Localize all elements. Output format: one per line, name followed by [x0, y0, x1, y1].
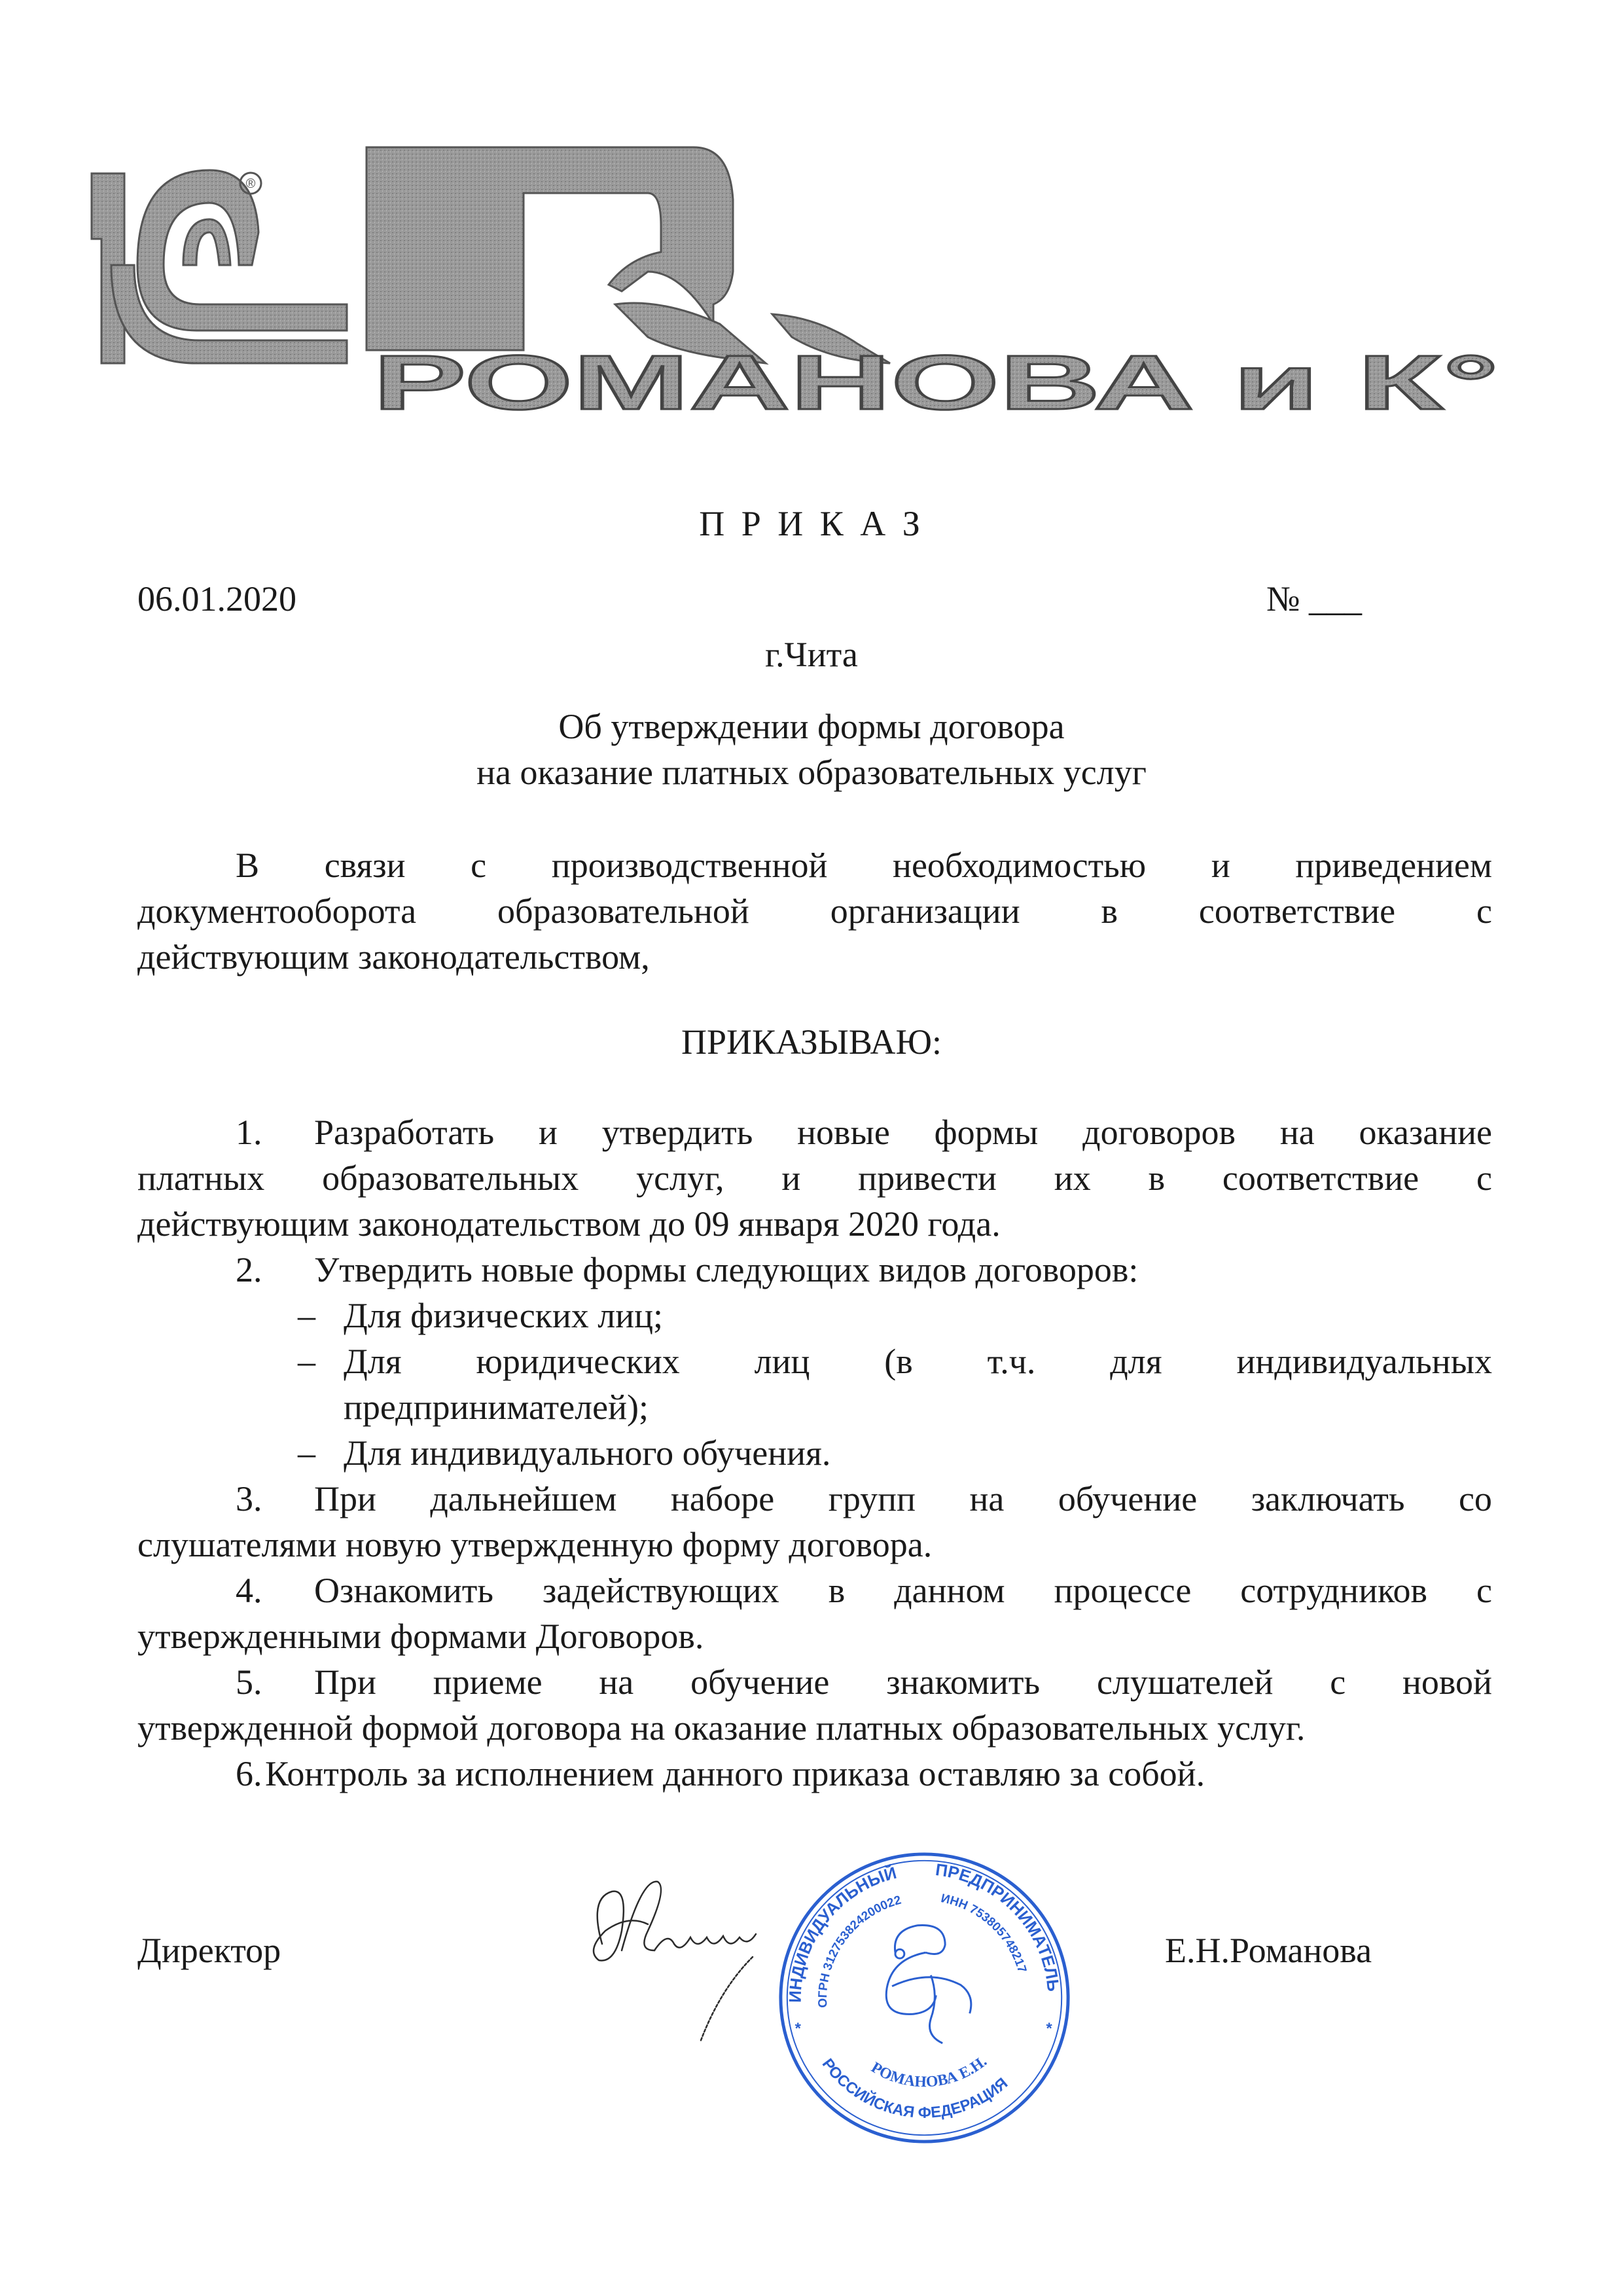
official-stamp — [776, 1849, 1073, 2147]
order-item-5 — [137, 1659, 1492, 1751]
item-number: 6. — [236, 1754, 262, 1793]
word: обучение — [1058, 1479, 1198, 1518]
word: организации — [830, 891, 1020, 931]
word: процессе — [1054, 1571, 1192, 1610]
document-title: П Р И К А З — [699, 504, 924, 543]
document-city: г.Чита — [765, 635, 858, 674]
word: данном — [894, 1571, 1005, 1610]
logo-r-mark — [366, 147, 890, 363]
item-text — [314, 1659, 1492, 1705]
word: При — [314, 1479, 376, 1518]
stamp-country: РОССИЙСКАЯ ФЕДЕРАЦИЯ — [818, 2055, 1012, 2122]
word: в — [828, 1571, 846, 1610]
word: на — [1279, 1113, 1315, 1152]
word: платных — [137, 1158, 265, 1198]
handwritten-signature — [576, 1852, 772, 2049]
order-item-line — [137, 1568, 1492, 1613]
subitem-text — [344, 1338, 1492, 1384]
word: на — [599, 1662, 634, 1702]
item-text — [314, 1109, 1492, 1155]
word: образовательной — [497, 891, 749, 931]
word: соответствие — [1198, 891, 1396, 931]
word: лиц — [754, 1342, 810, 1381]
stamp-monogram — [886, 1925, 971, 2043]
order-item-line — [137, 1522, 1492, 1568]
item-text: действующим законодательством до 09 января 2020 года. — [137, 1204, 1001, 1244]
word: дальнейшем — [430, 1479, 617, 1518]
item-number: 4. — [236, 1571, 262, 1610]
order-item-4 — [137, 1568, 1492, 1659]
word: заключать — [1251, 1479, 1405, 1518]
word: документооборота — [137, 891, 417, 931]
subitem-line — [137, 1338, 1492, 1384]
word: со — [1458, 1479, 1492, 1518]
preamble-text: действующим законодательством, — [137, 937, 650, 977]
order-item-line — [137, 1751, 1492, 1797]
word: новые — [797, 1113, 890, 1152]
word: т.ч. — [987, 1342, 1036, 1381]
word: задействующих — [542, 1571, 779, 1610]
subitem-line — [137, 1384, 1492, 1430]
preamble-line — [137, 888, 1492, 934]
item-text: Контроль за исполнением данного приказа оставляю за собой. — [265, 1754, 1205, 1793]
item-text: слушателями новую утвержденную форму договора. — [137, 1525, 933, 1564]
word: для — [1110, 1342, 1162, 1381]
word: обучение — [690, 1662, 830, 1702]
company-logo — [85, 141, 1538, 416]
order-item-line — [137, 1109, 1492, 1155]
item-number: 2. — [236, 1250, 262, 1289]
item-text: утвержденной формой договора на оказание платных образовательных услуг. — [137, 1708, 1306, 1748]
dash-bullet: – — [298, 1342, 315, 1381]
word: соответствие — [1222, 1158, 1419, 1198]
word: Разработать — [314, 1113, 495, 1152]
item-text: Утвердить новые формы следующих видов договоров: — [314, 1250, 1139, 1289]
subitem-line — [137, 1293, 1492, 1338]
word: формы — [934, 1113, 1039, 1152]
item-number: 5. — [236, 1662, 262, 1702]
word: приеме — [433, 1662, 543, 1702]
document-number: № ___ — [1266, 579, 1363, 619]
word: на — [969, 1479, 1005, 1518]
item-text — [314, 1476, 1492, 1522]
order-item-line — [137, 1155, 1492, 1201]
subitem-text: Для индивидуального обучения. — [344, 1433, 831, 1473]
preamble-paragraph — [137, 842, 1492, 980]
order-item-3 — [137, 1476, 1492, 1568]
word: наборе — [670, 1479, 775, 1518]
word: с — [1476, 1158, 1492, 1198]
order-item-2 — [137, 1247, 1492, 1476]
stamp-star-icon: * — [794, 2020, 801, 2037]
dash-bullet: – — [298, 1433, 315, 1473]
word: и — [538, 1113, 558, 1152]
word: услуг, — [636, 1158, 724, 1198]
logo-company-name: РОМАНОВА и К° — [373, 340, 1499, 416]
stamp-star-icon: * — [1046, 2020, 1052, 2037]
word: с — [1476, 1571, 1492, 1610]
document-subject-line-1: Об утверждении формы договора — [558, 707, 1065, 746]
word: необходимостью — [893, 846, 1147, 885]
word: групп — [828, 1479, 916, 1518]
word: оказание — [1359, 1113, 1492, 1152]
word: (в — [884, 1342, 913, 1381]
dash-bullet: – — [298, 1296, 315, 1335]
stamp-text-ip-right: ПРЕДПРИНИМАТЕЛЬ — [934, 1861, 1063, 1993]
word: их — [1054, 1158, 1091, 1198]
word: приведением — [1295, 846, 1492, 885]
document-date: 06.01.2020 — [137, 579, 296, 619]
word: договоров — [1082, 1113, 1236, 1152]
order-item-6 — [137, 1751, 1492, 1797]
word: и — [1211, 846, 1230, 885]
order-item-line — [137, 1659, 1492, 1705]
word: При — [314, 1662, 376, 1702]
preamble-line — [137, 842, 1492, 888]
item-number: 3. — [236, 1479, 262, 1518]
word: образовательных — [322, 1158, 579, 1198]
word: юридических — [476, 1342, 680, 1381]
subitem-line — [137, 1430, 1492, 1476]
order-item-1 — [137, 1109, 1492, 1247]
word: утвердить — [601, 1113, 753, 1152]
subitem-text: предпринимателей); — [344, 1388, 649, 1427]
word: с — [1476, 891, 1492, 931]
stamp-inn: ИНН 753805748217 — [940, 1891, 1030, 1975]
word: связи — [324, 846, 406, 885]
word: слушателей — [1096, 1662, 1274, 1702]
order-item-line — [137, 1476, 1492, 1522]
item-text: утвержденными формами Договоров. — [137, 1617, 704, 1656]
order-item-line — [137, 1613, 1492, 1659]
preamble-line — [137, 934, 1492, 980]
word: привести — [858, 1158, 997, 1198]
word: с — [471, 846, 487, 885]
word: Ознакомить — [314, 1571, 493, 1610]
word: и — [781, 1158, 801, 1198]
word: производственной — [551, 846, 828, 885]
order-item-line — [137, 1201, 1492, 1247]
stamp-owner: РОМАНОВА Е.Н. — [868, 2053, 991, 2091]
order-item-line — [137, 1247, 1492, 1293]
logo-1c-mark — [92, 170, 347, 363]
order-word: ПРИКАЗЫВАЮ: — [681, 1022, 942, 1062]
item-text — [314, 1568, 1492, 1613]
signatory-position: Директор — [137, 1931, 281, 1970]
stamp-text-ip-left: ИНДИВИДУАЛЬНЫЙ — [786, 1863, 899, 2003]
order-items-list — [137, 1109, 1492, 1797]
word: с — [1330, 1662, 1346, 1702]
subitem-text: Для физических лиц; — [344, 1296, 664, 1335]
word: индивидуальных — [1236, 1342, 1492, 1381]
word: знакомить — [886, 1662, 1041, 1702]
word: в — [1148, 1158, 1166, 1198]
stamp-ogrn: ОГРН 312753824200022 — [815, 1892, 903, 2009]
word: В — [236, 846, 260, 885]
document-subject-line-2: на оказание платных образовательных услуг — [476, 753, 1147, 792]
word: новой — [1402, 1662, 1492, 1702]
order-item-line — [137, 1705, 1492, 1751]
word: сотрудников — [1240, 1571, 1427, 1610]
item-number: 1. — [236, 1113, 262, 1152]
word: Для — [344, 1342, 402, 1381]
registered-mark: ® — [245, 177, 256, 191]
word: в — [1101, 891, 1118, 931]
signatory-name: Е.Н.Романова — [1165, 1931, 1372, 1970]
